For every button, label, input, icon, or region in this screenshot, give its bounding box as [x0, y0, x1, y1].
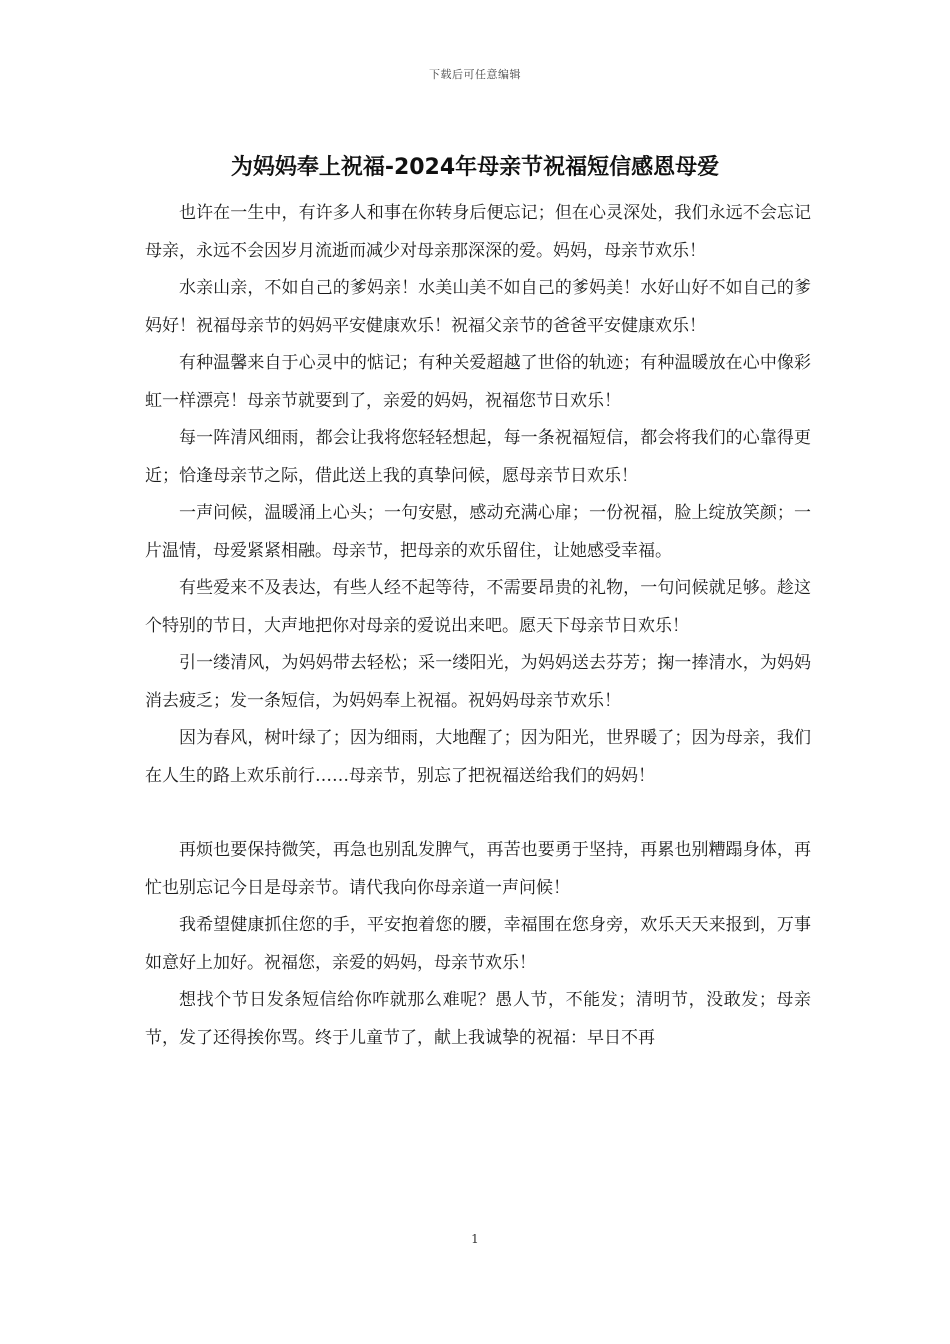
- page-number: 1: [471, 1232, 479, 1246]
- paragraph: 再烦也要保持微笑，再急也别乱发脾气，再苦也要勇于坚持，再累也别糟蹋身体，再忙也别忘记今日是母亲节。请代我向你母亲道一声问候！: [145, 840, 811, 898]
- paragraph: 因为春风，树叶绿了；因为细雨，大地醒了；因为阳光，世界暖了；因为母亲，我们在人生的路上欢乐前行……母亲节，别忘了把祝福送给我们的妈妈！: [145, 728, 811, 786]
- paragraph: 引一缕清风，为妈妈带去轻松；采一缕阳光，为妈妈送去芬芳；掬一捧清水，为妈妈消去疲乏；发一条短信，为妈妈奉上祝福。祝妈妈母亲节欢乐！: [145, 653, 811, 711]
- paragraph: 水亲山亲，不如自己的爹妈亲！水美山美不如自己的爹妈美！水好山好不如自己的爹妈好！祝福母亲节的妈妈平安健康欢乐！祝福父亲节的爸爸平安健康欢乐！: [145, 278, 811, 336]
- page-header: 下载后可任意编辑: [429, 68, 521, 81]
- paragraph: 每一阵清风细雨，都会让我将您轻轻想起，每一条祝福短信，都会将我们的心靠得更近；恰逢母亲节之际，借此送上我的真挚问候，愿母亲节日欢乐！: [145, 428, 811, 486]
- paragraph: 也许在一生中，有许多人和事在你转身后便忘记；但在心灵深处，我们永远不会忘记母亲，永远不会因岁月流逝而减少对母亲那深深的爱。妈妈，母亲节欢乐！: [145, 203, 811, 261]
- document-body: [145, 195, 811, 1057]
- paragraph: 我希望健康抓住您的手，平安抱着您的腰，幸福围在您身旁，欢乐天天来报到，万事如意好上加好。祝福您，亲爱的妈妈，母亲节欢乐！: [145, 915, 811, 973]
- document-title: 为妈妈奉上祝福-2024年母亲节祝福短信感恩母爱: [230, 155, 720, 180]
- paragraph: 有种温馨来自于心灵中的惦记；有种关爱超越了世俗的轨迹；有种温暖放在心中像彩虹一样漂亮！母亲节就要到了，亲爱的妈妈，祝福您节日欢乐！: [145, 353, 811, 411]
- paragraph: 想找个节日发条短信给你咋就那么难呢？愚人节，不能发；清明节，没敢发；母亲节，发了还得挨你骂。终于儿童节了，献上我诚挚的祝福：早日不再: [145, 990, 811, 1048]
- blank-line: [145, 795, 811, 832]
- paragraph: 一声问候，温暖涌上心头；一句安慰，感动充满心扉；一份祝福，脸上绽放笑颜；一片温情，母爱紧紧相融。母亲节，把母亲的欢乐留住，让她感受幸福。: [145, 503, 811, 561]
- paragraph: 有些爱来不及表达，有些人经不起等待，不需要昂贵的礼物，一句问候就足够。趁这个特别的节日，大声地把你对母亲的爱说出来吧。愿天下母亲节日欢乐！: [145, 578, 811, 636]
